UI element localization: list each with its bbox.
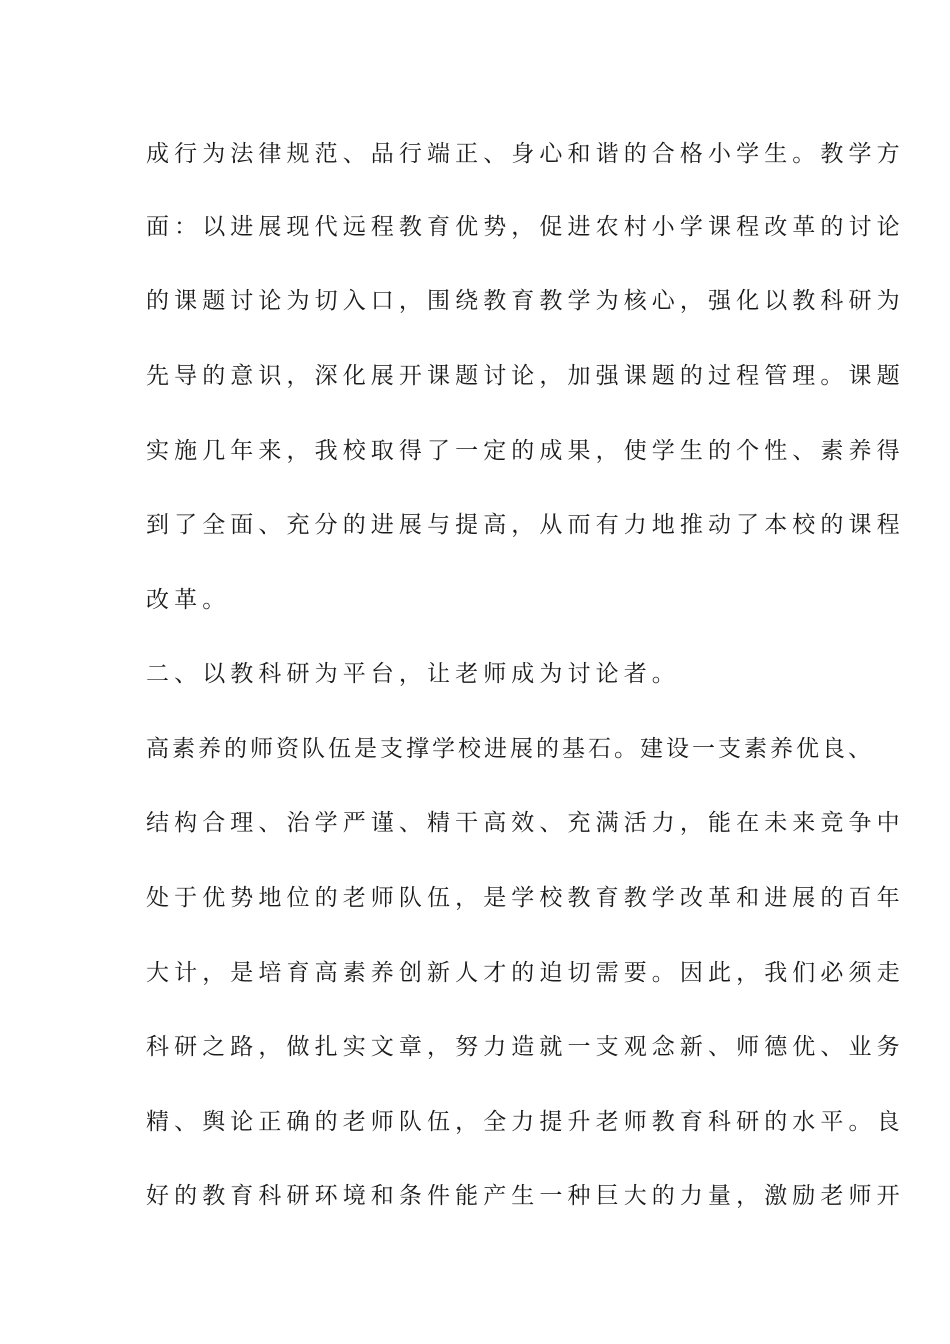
- text-line: 精、舆论正确的老师队伍，全力提升老师教育科研的水平。良: [146, 1109, 905, 1135]
- text-line: 好的教育科研环境和条件能产生一种巨大的力量，激励老师开: [146, 1183, 905, 1209]
- text-line: 改革。: [146, 587, 231, 613]
- text-line: 处于优势地位的老师队伍，是学校教育教学改革和进展的百年: [146, 885, 905, 911]
- text-line: 结构合理、治学严谨、精干高效、充满活力，能在未来竞争中: [146, 810, 905, 836]
- text-line: 面：以进展现代远程教育优势，促进农村小学课程改革的讨论: [146, 214, 905, 240]
- text-line: 到了全面、充分的进展与提高，从而有力地推动了本校的课程: [146, 512, 905, 538]
- text-line: 实施几年来，我校取得了一定的成果，使学生的个性、素养得: [146, 438, 905, 464]
- text-line: 科研之路，做扎实文章，努力造就一支观念新、师德优、业务: [146, 1034, 905, 1060]
- text-line: 大计，是培育高素养创新人才的迫切需要。因此，我们必须走: [146, 960, 905, 986]
- text-line: 的课题讨论为切入口，围绕教育教学为核心，强化以教科研为: [146, 288, 905, 314]
- text-line: 先导的意识，深化展开课题讨论，加强课题的过程管理。课题: [146, 363, 905, 389]
- text-line: 高素养的师资队伍是支撑学校进展的基石。建设一支素养优良、: [146, 736, 874, 762]
- section-heading: 二、以教科研为平台，让老师成为讨论者。: [146, 661, 680, 687]
- text-line: 成行为法律规范、品行端正、身心和谐的合格小学生。教学方: [146, 141, 905, 167]
